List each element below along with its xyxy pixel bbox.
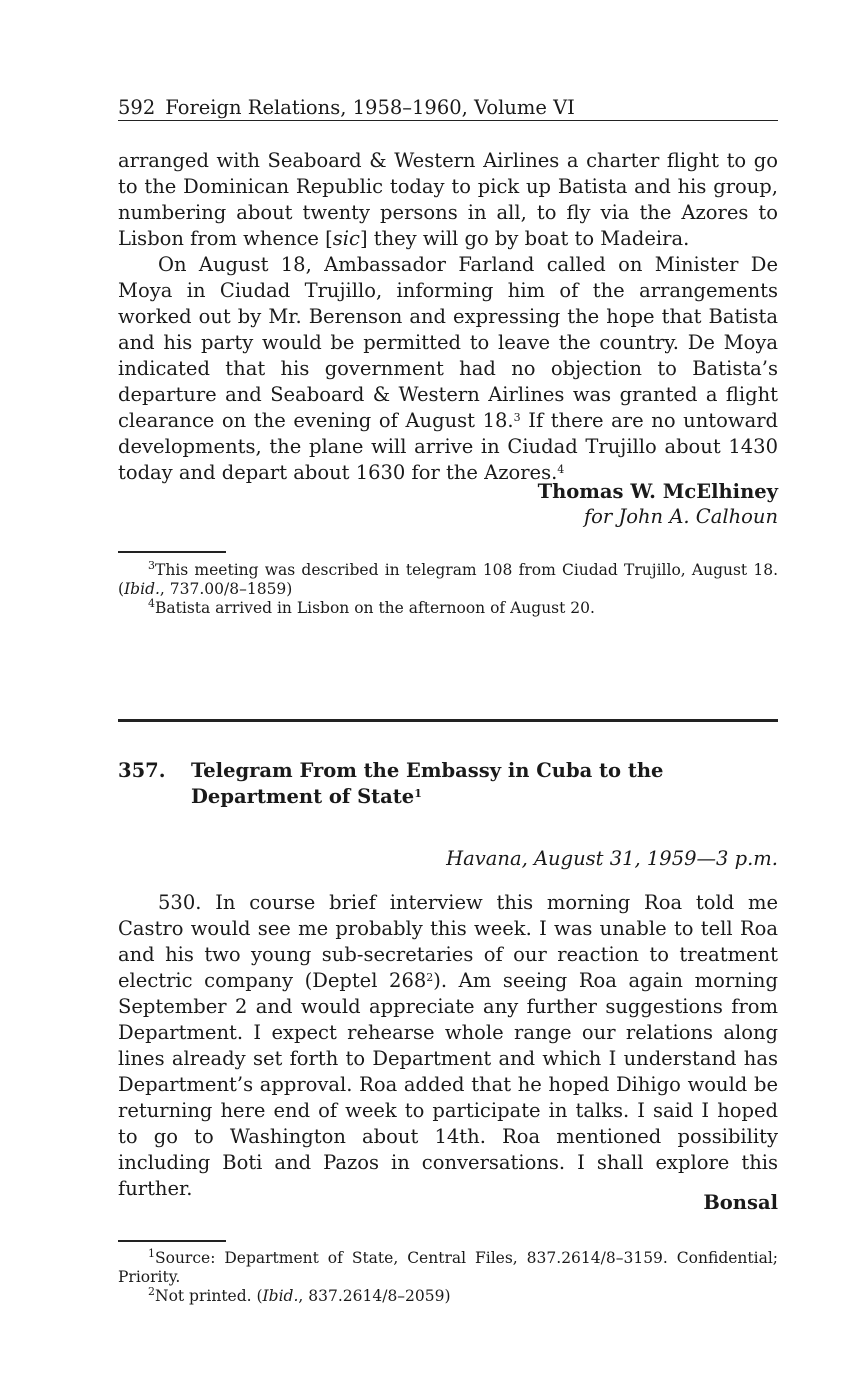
footnotes-section xyxy=(118,1249,778,1306)
footnote: $^1$Source: Department of State, Central Files, 837.2614/8–3159. Confidential; Priority. xyxy=(118,1247,778,1286)
signature-name: Thomas W. McElhiney xyxy=(537,480,778,503)
header-rule xyxy=(118,120,778,121)
footnote: $^4$Batista arrived in Lisbon on the afternoon of August 20. xyxy=(148,597,595,617)
document-title: Telegram From the Embassy in Cuba to the Department of State$^1$ xyxy=(191,759,664,808)
page-number: 592 xyxy=(118,96,156,119)
paragraph: 530. In course brief interview this morning Roa told me Castro would see me probably this week. I was unable to tell Roa and his two young sub-secretaries of our reaction to treatment electric company (Deptel $268^2$). Am seeing Roa again morning September 2 and would appreciate any further suggestions from Department. I expect rehearse whole range our relations along lines already set forth to Department and which I understand has Department’s approval. Roa added that he hoped Dihigo would be returning here end of week to participate in talks. I said I hoped to go to Washington about 14th. Roa mentioned possibility including Boti and Pazos in conversations. I shall explore this further. xyxy=(118,891,778,1200)
signature-for-line: for John A. Calhoun xyxy=(583,505,778,528)
paragraph: arranged with Seaboard & Western Airlines a charter flight to go to the Dominican Republic today to pick up Batista and his group, numbering about twenty persons in all, to fly via the Azores to Lisbon from whence [sic] they will go by boat to Madeira. xyxy=(118,149,778,250)
telegram-body xyxy=(118,890,778,1202)
footnote-ref[interactable]: 1 xyxy=(414,787,422,800)
footnote-rule xyxy=(118,551,226,553)
signature-bonsal: Bonsal xyxy=(703,1191,778,1214)
footnote-rule xyxy=(118,1240,226,1242)
continuation-text xyxy=(118,148,778,486)
document-number: 357. xyxy=(118,759,166,782)
footnote: $^3$This meeting was described in telegram 108 from Ciudad Trujillo, August 18. (Ibid., 737.00/8–1859) xyxy=(118,559,778,598)
dateline: Havana, August 31, 1959—3 p.m. xyxy=(446,847,778,870)
footnote-ref[interactable]: 4 xyxy=(557,463,565,476)
footnote: $^2$Not printed. (Ibid., 837.2614/8–2059) xyxy=(148,1285,451,1305)
sic-marker: sic xyxy=(332,227,360,250)
footnote-ref[interactable]: 3 xyxy=(513,411,521,424)
section-divider xyxy=(118,719,778,722)
footnotes-section xyxy=(118,561,778,618)
footnote-ref[interactable]: 2 xyxy=(426,971,434,984)
paragraph: On August 18, Ambassador Farland called on Minister De Moya in Ciudad Trujillo, informing him of the arrangements worked out by Mr. Berenson and expressing the hope that Batista and his party would be permitted to leave the country. De Moya indicated that his government had no objection to Batista’s departure and Seaboard & Western Airlines was granted a flight clearance on the evening of August 18.$^3$ If there are no untoward developments, the plane will arrive in Ciudad Trujillo about 1430 today and depart about 1630 for the Azores.$^4$ xyxy=(118,253,778,484)
running-title: Foreign Relations, 1958–1960, Volume VI xyxy=(165,96,575,119)
running-header xyxy=(118,96,778,120)
